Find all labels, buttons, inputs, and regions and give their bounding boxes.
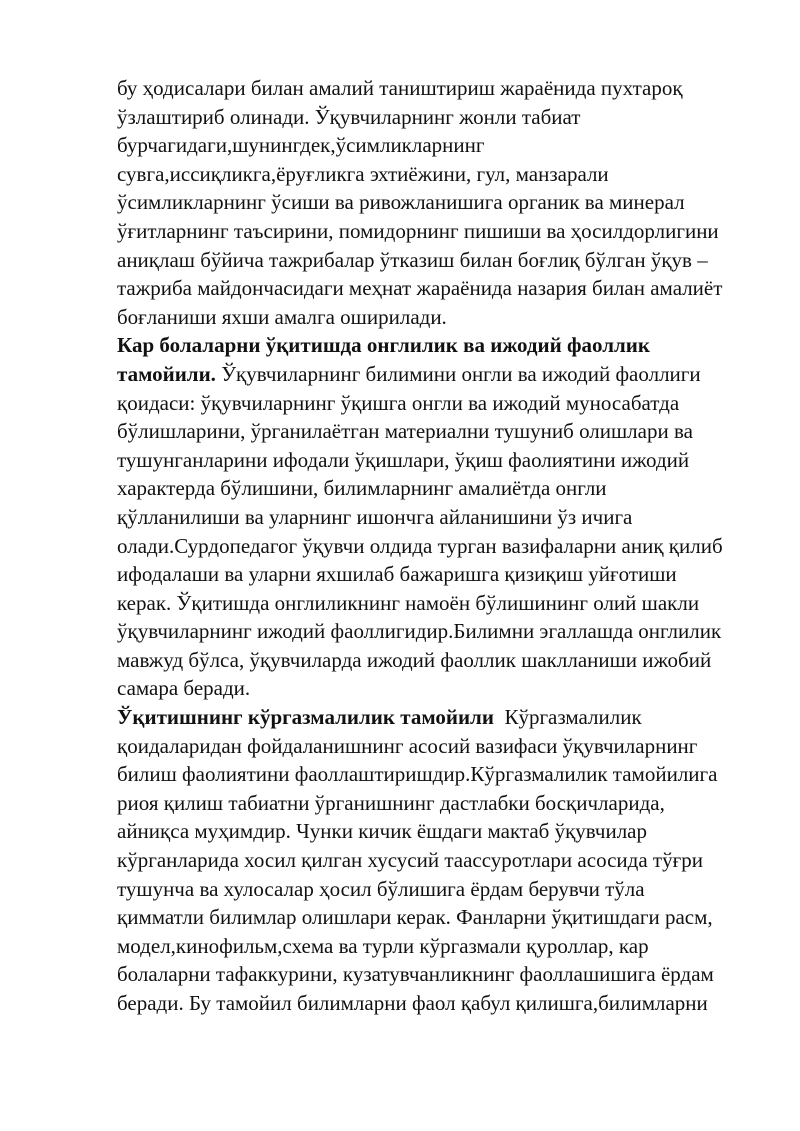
section-3-line: кўрганларида хосил қилган хусусий таассуротлари асосида тўғри <box>117 848 703 873</box>
section-2-heading-end: тамойили. <box>117 361 216 386</box>
section-2-line: керак. Ўқитишда онглиликнинг намоён бўлишининг олий шакли <box>117 590 700 615</box>
section-2-heading: Кар болаларни ўқитишда онглилик ва ижодий фаоллик <box>117 333 650 358</box>
section-3-line: билиш фаолиятини фаоллаштиришдир.Кўргазмалилик тамойилига <box>117 762 718 787</box>
section-2-line: тушунганларини ифодали ўқишлари, ўқиш фаолиятини ижодий <box>117 447 690 472</box>
section-2-line: олади.Сурдопедагог ўқувчи олдида турган вазифаларни аниқ қилиб <box>117 533 723 558</box>
paragraph-1-line: ўсимликларнинг ўсиши ва ривожланишига органик ва минерал <box>117 190 685 215</box>
section-3-heading-line <box>117 703 757 732</box>
paragraph-1-line: ўзлаштириб олинади. Ўқувчиларнинг жонли табиат <box>117 104 581 129</box>
section-3-line: айниқса муҳимдир. Чунки кичик ёшдаги мактаб ўқувчилар <box>117 819 647 844</box>
paragraph-1-line: боғланиши яхши амалга оширилади. <box>117 304 447 329</box>
section-2-text-start: Ўқувчиларнинг билимини онгли ва ижодий фаоллиги <box>215 361 701 386</box>
section-3-line: қимматли билимлар олишлари керак. Фанларни ўқитишдаги расм, <box>117 905 713 930</box>
section-3-line: риоя қилиш табиатни ўрганишнинг дастлабки босқичларида, <box>117 790 665 815</box>
paragraph-1-line: бу ҳодисалари билан амалий таништириш жараёнида пухтароқ <box>117 76 683 100</box>
section-2-line: мавжуд бўлса, ўқувчиларда ижодий фаоллик шаклланиши ижобий <box>117 647 712 672</box>
section-2-line: характерда бўлишини, билимларнинг амалиётда онгли <box>117 476 607 501</box>
section-3-heading: Ўқитишнинг кўргазмалилик тамойили <box>117 705 494 730</box>
paragraph-1-line: сувга,иссиқликга,ёруғликга эхтиёжини, гул, манзарали <box>117 161 609 186</box>
document-body <box>117 74 757 1018</box>
section-3-text-start: Кўргазмалилик <box>493 705 642 730</box>
section-2-line: қўлланилиши ва уларнинг ишончга айланишини ўз ичига <box>117 504 633 529</box>
section-3-line: беради. Бу тамойил билимларни фаол қабул қилишга,билимларни <box>117 991 708 1015</box>
section-2-line: ифодалаши ва уларни яхшилаб бажаришга қизиқиш уйғотиши <box>117 562 677 587</box>
paragraph-1-line: аниқлаш бўйича тажрибалар ўтказиш билан боғлиқ бўлган ўқув – <box>117 247 708 272</box>
section-2-line: бўлишларини, ўрганилаётган материални тушуниб олишлари ва <box>117 419 693 444</box>
section-3-line: модел,кинофильм,схема ва турли кўргазмали қуроллар, кар <box>117 933 649 958</box>
paragraph-1-line: бурчагидаги,шунингдек,ўсимликларнинг <box>117 133 485 158</box>
paragraph-1-line: тажриба майдончасидаги меҳнат жараёнида назария билан амалиёт <box>117 276 723 301</box>
section-2-line: қоидаси: ўқувчиларнинг ўқишга онгли ва ижодий муносабатда <box>117 390 680 415</box>
section-2-line: самара беради. <box>117 676 251 701</box>
section-2-heading-line-2 <box>117 360 757 389</box>
section-3-line: қоидаларидан фойдаланишнинг асосий вазифаси ўқувчиларнинг <box>117 733 698 758</box>
section-3-line: болаларни тафаккурини, кузатувчанликнинг фаоллашишига ёрдам <box>117 962 714 987</box>
section-3-line: тушунча ва хулосалар ҳосил бўлишига ёрдам берувчи тўла <box>117 876 645 901</box>
section-2-line: ўқувчиларнинг ижодий фаоллигидир.Билимни эгаллашда онглилик <box>117 619 722 644</box>
paragraph-1-line: ўғитларнинг таъсирини, помидорнинг пишиши ва ҳосилдорлигини <box>117 218 719 243</box>
